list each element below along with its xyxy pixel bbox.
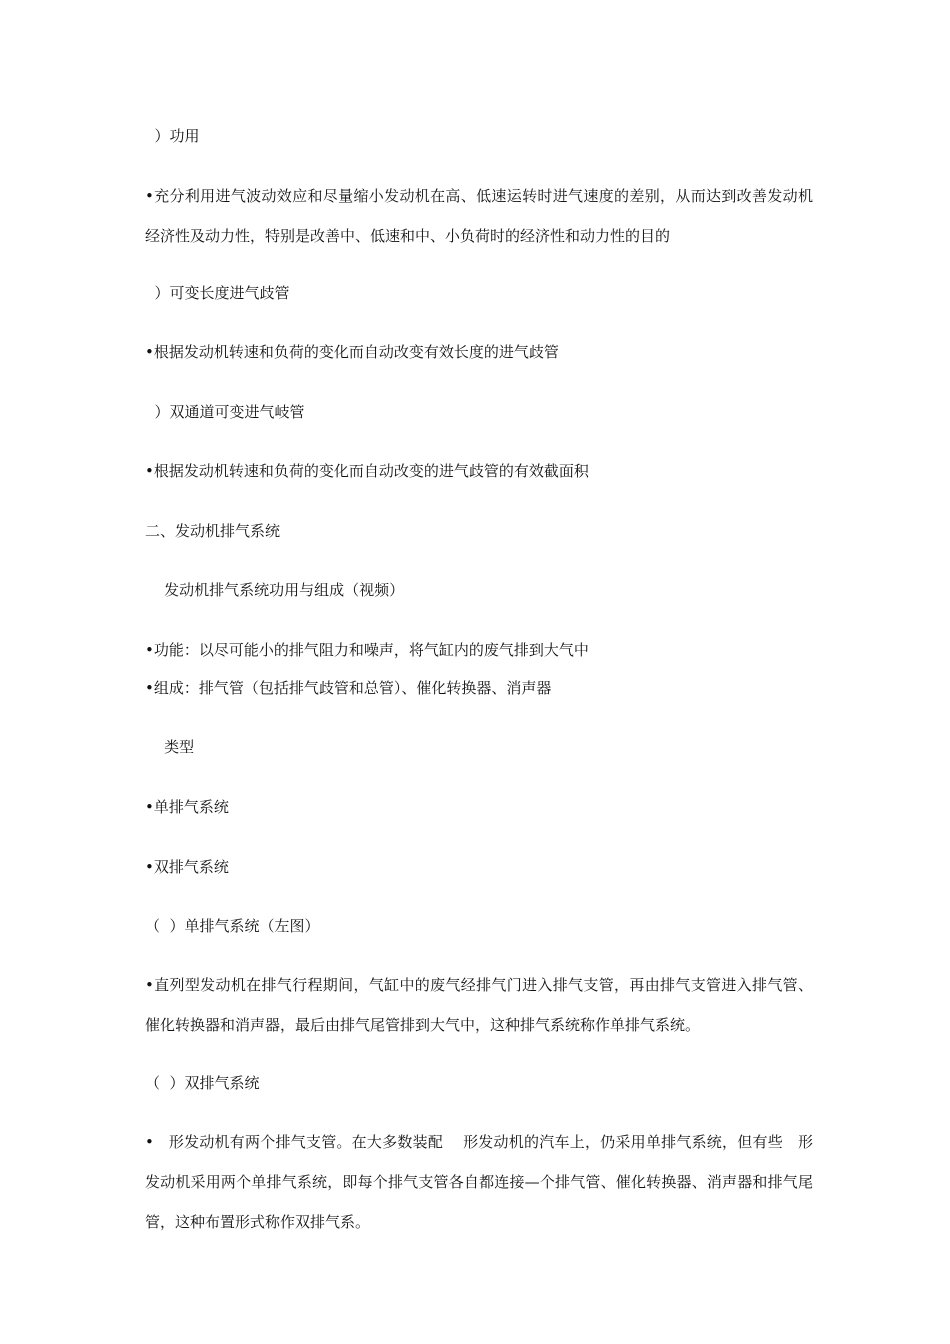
heading-variable-length: ）可变长度进气歧管 bbox=[145, 284, 290, 302]
bullet-variable-length: •根据发动机转速和负荷的变化而自动改变有效长度的进气歧管 bbox=[145, 343, 559, 361]
heading-double: （ ）双排气系统 bbox=[145, 1074, 260, 1092]
bullet-exhaust-function: •功能：以尽可能小的排气阻力和噪声，将气缸内的废气排到大气中 bbox=[145, 641, 589, 659]
subheading-types: 类型 bbox=[145, 738, 195, 756]
bullet-single: •单排气系统 bbox=[145, 798, 229, 816]
heading-function: ）功用 bbox=[145, 127, 200, 145]
heading-dual-channel: ）双通道可变进气岐管 bbox=[145, 403, 305, 421]
bullet-double: •双排气系统 bbox=[145, 858, 229, 876]
bullet-dual-channel: •根据发动机转速和负荷的变化而自动改变的进气歧管的有效截面积 bbox=[145, 462, 589, 480]
bullet-function-desc: •充分利用进气波动效应和尽量缩小发动机在高、低速运转时进气速度的差别，从而达到改善发动机经济性及动力性，特别是改善中、低速和中、小负荷时的经济性和动力性的目的 bbox=[145, 187, 813, 245]
bullet-exhaust-composition: •组成：排气管（包括排气歧管和总管）、催化转换器、消声器 bbox=[145, 679, 552, 697]
subheading-exhaust: 发动机排气系统功用与组成（视频） bbox=[145, 581, 405, 599]
heading-single: （ ）单排气系统（左图） bbox=[145, 917, 320, 935]
bullet-double-desc: • 形发动机有两个排气支管。在大多数装配 形发动机的汽车上，仍采用单排气系统，但有些 形发动机采用两个单排气系统，即每个排气支管各自都连接—个排气管、催化转换器、消声器和排气尾管，这种布置形式称作双排气系。 bbox=[145, 1133, 813, 1231]
bullet-single-desc: •直列型发动机在排气行程期间，气缸中的废气经排气门进入排气支管，再由排气支管进入排气管、催化转换器和消声器，最后由排气尾管排到大气中，这种排气系统称作单排气系统。 bbox=[145, 976, 813, 1034]
section-exhaust: 二、发动机排气系统 bbox=[145, 522, 281, 540]
